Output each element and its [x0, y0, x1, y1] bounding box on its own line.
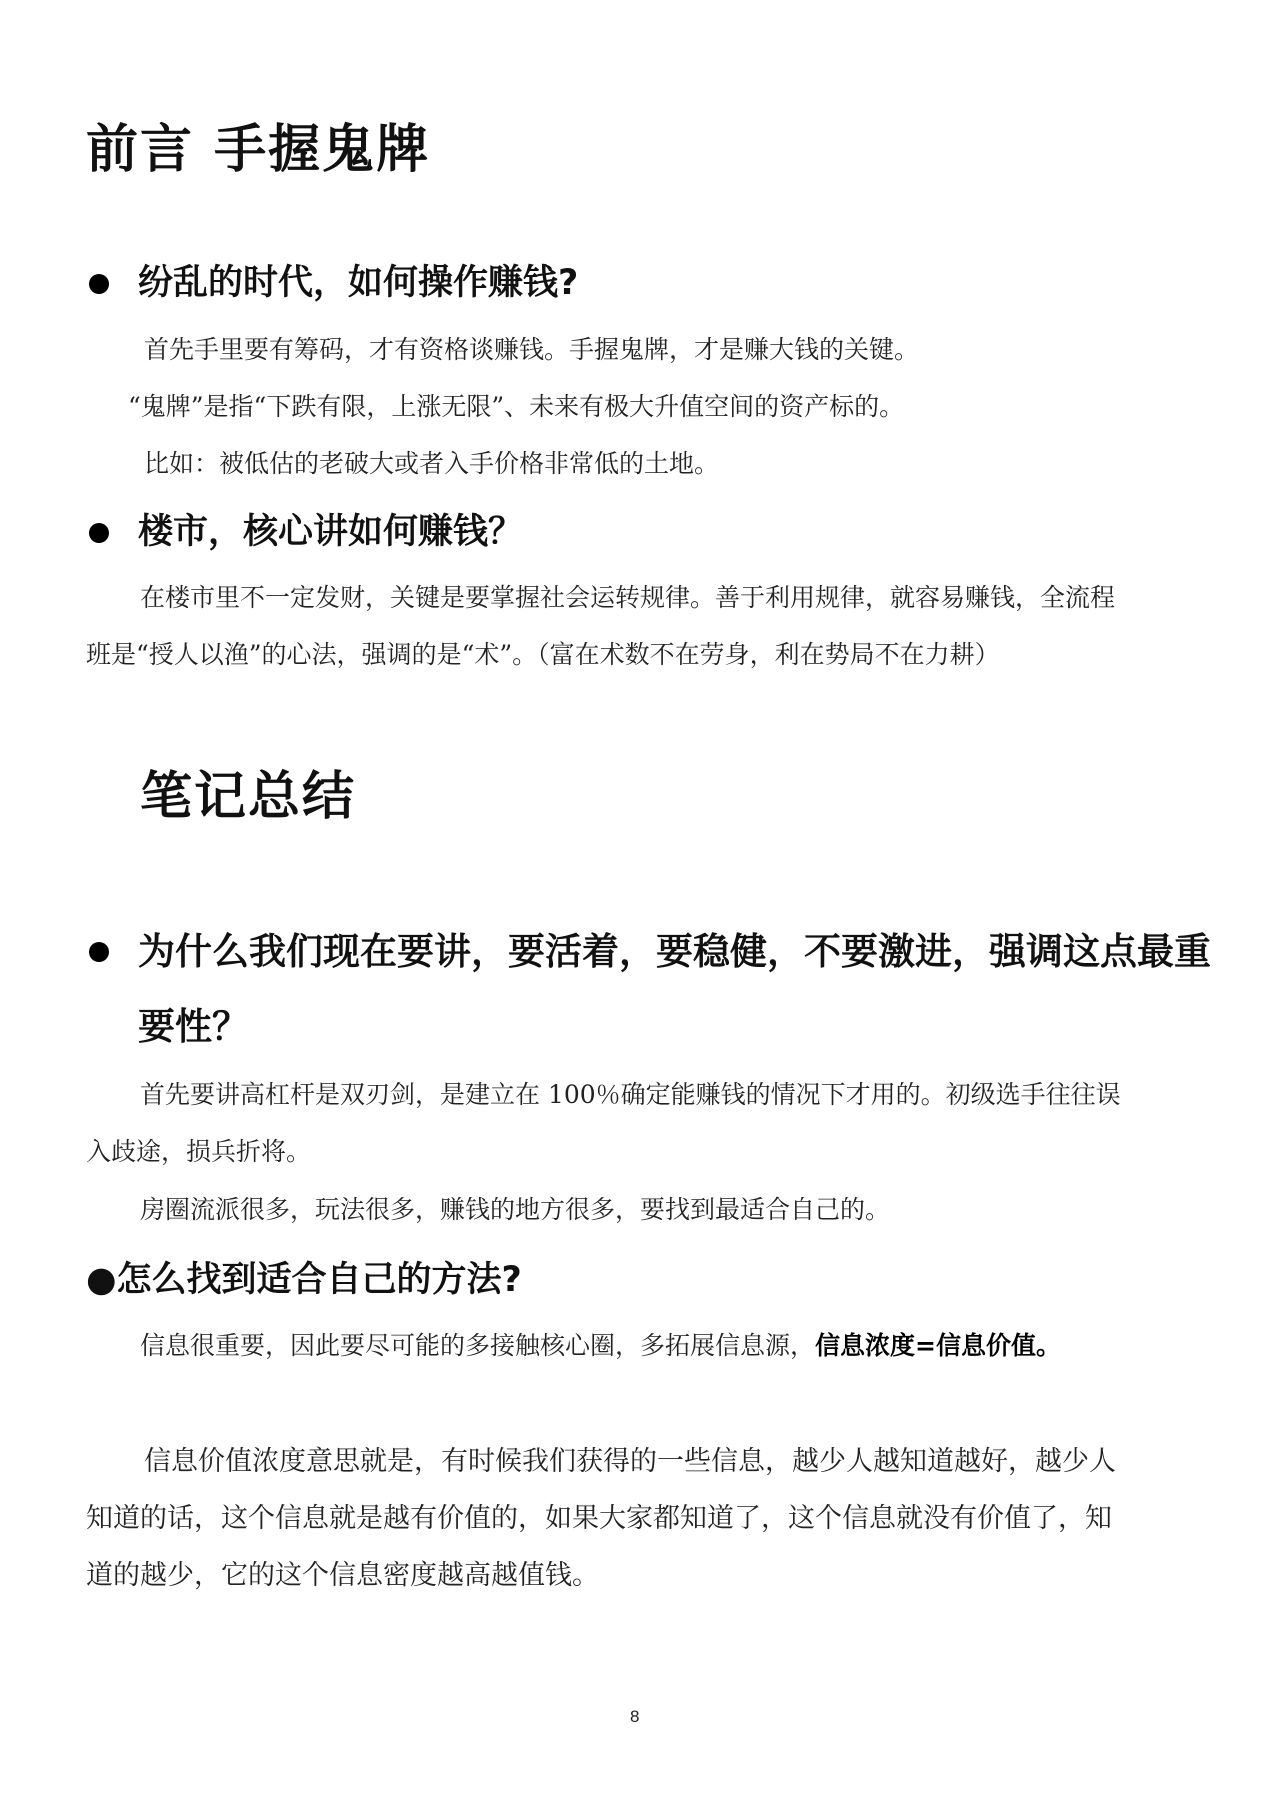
heading-preface: 前言 手握鬼牌	[86, 120, 431, 180]
q4-line	[140, 1333, 1061, 1358]
page-number: 8	[630, 1707, 640, 1726]
para-line-3: 道的越少，它的这个信息密度越高越值钱。	[86, 1560, 599, 1591]
q1-line-1: 首先手里要有筹码，才有资格谈赚钱。手握鬼牌，才是赚大钱的关键。	[144, 335, 920, 364]
bullet-icon	[89, 274, 109, 294]
q4-line-emphasis: 信息浓度=信息价值。	[815, 1331, 1061, 1360]
section-title-q4: ●怎么找到适合自己的方法?	[86, 1260, 522, 1300]
para-line-2: 知道的话，这个信息就是越有价值的，如果大家都知道了，这个信息就没有价值了，知	[86, 1503, 1112, 1534]
q1-line-3: 比如：被低估的老破大或者入手价格非常低的土地。	[144, 449, 720, 478]
heading-notes: 笔记总结	[140, 767, 357, 827]
section-title-q2: 楼市，核心讲如何赚钱？	[138, 512, 524, 552]
section-title-q3-line-2: 要性？	[138, 1005, 249, 1048]
section-title-q1: 纷乱的时代，如何操作赚钱?	[138, 263, 579, 303]
q4-line-text: 信息很重要，因此要尽可能的多接触核心圈，多拓展信息源，	[140, 1331, 816, 1360]
bullet-icon	[89, 942, 109, 962]
para-line-1: 信息价值浓度意思就是，有时候我们获得的一些信息，越少人越知道越好，越少人	[144, 1446, 1116, 1477]
q2-line-2: 班是“授人以渔”的心法，强调的是“术”。（富在术数不在劳身，利在势局不在力耕）	[86, 640, 1000, 669]
q3-line-3: 房圈流派很多，玩法很多，赚钱的地方很多，要找到最适合自己的。	[140, 1195, 891, 1224]
q3-line-2: 入歧途，损兵折将。	[86, 1137, 312, 1166]
q3-line-1: 首先要讲高杠杆是双刃剑，是建立在 100％确定能赚钱的情况下才用的。初级选手往往误	[140, 1080, 1121, 1109]
q2-line-1: 在楼市里不一定发财，关键是要掌握社会运转规律。善于利用规律，就容易赚钱，全流程	[140, 583, 1116, 612]
q1-line-2: “鬼牌”是指“下跌有限，上涨无限”、未来有极大升值空间的资产标的。	[128, 392, 905, 421]
section-title-q3-line-1: 为什么我们现在要讲，要活着，要稳健，不要激进，强调这点最重	[138, 930, 1211, 973]
bullet-icon	[89, 523, 109, 543]
